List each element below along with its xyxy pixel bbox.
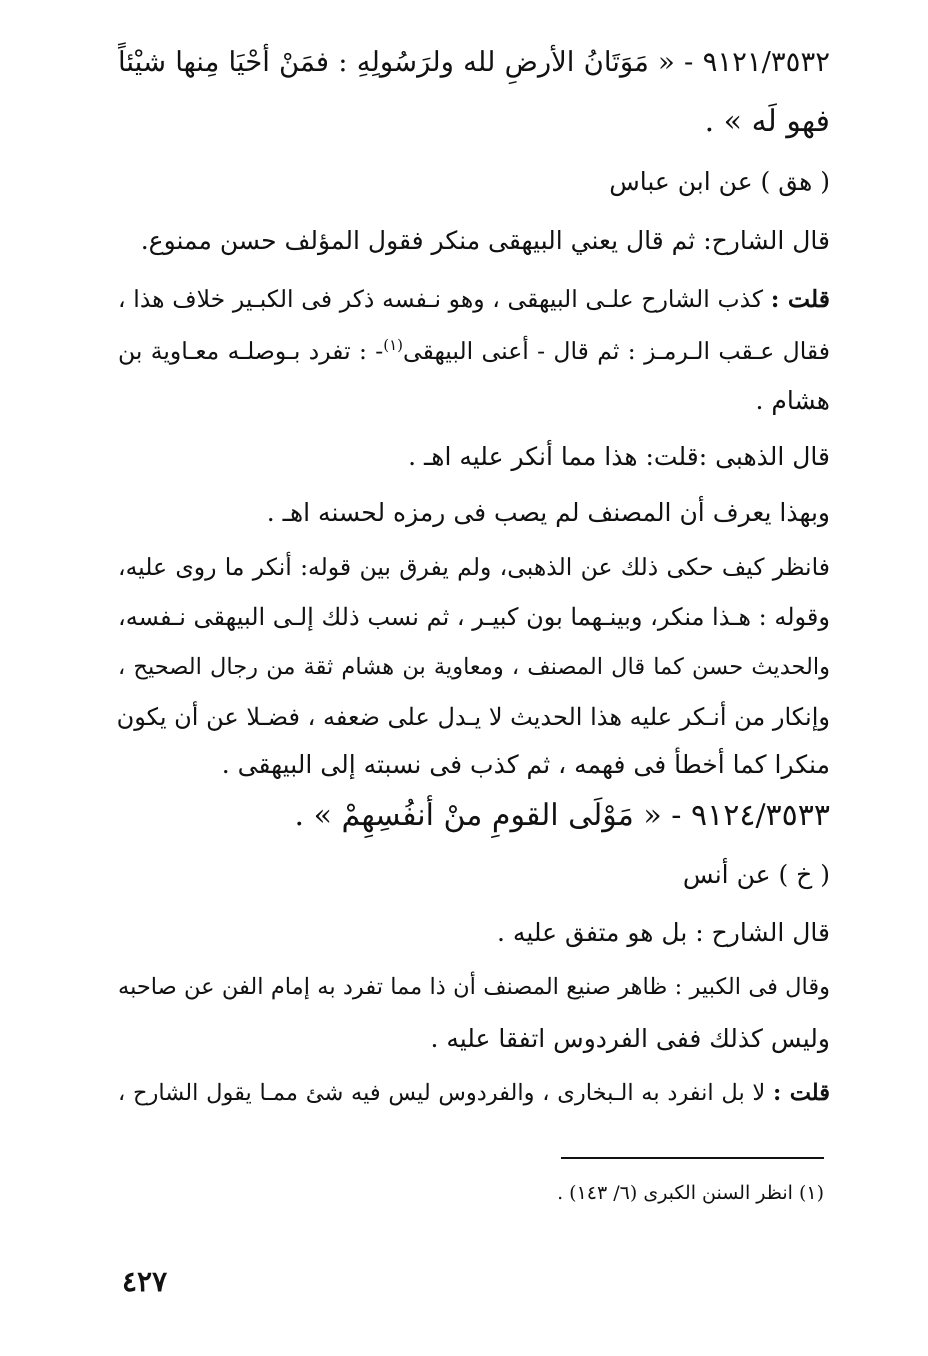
hadith-9121-line-2: فهو لَه » .	[704, 104, 830, 139]
hadith-9121-line-1: ٩١٢١/٣٥٣٢ - « مَوَتَانُ الأرضِ لله ولرَسُولِهِ : فمَنْ أحْيَا مِنها شيْئاً	[118, 46, 830, 78]
kabir-quote-line-1: وقال فى الكبير : ظاهر صنيع المصنف أن ذا مما تفرد به إمام الفن عن صاحبه	[118, 974, 830, 1000]
qult-paragraph-2	[118, 1076, 830, 1110]
footnote-reference: (١)	[383, 336, 403, 355]
refutation-line-1: فانظر كيف حكى ذلك عن الذهبى، ولم يفرق بين قوله: أنكر ما روى عليه،	[118, 553, 830, 581]
footnote-divider	[561, 1157, 824, 1159]
qult-paragraph-1-line-2	[118, 334, 830, 368]
musannif-remark: وبهذا يعرف أن المصنف لم يصب فى رمزه لحسنه اهـ .	[266, 498, 830, 527]
qult-paragraph-2-text: لا بل انفرد به الـبخارى ، والفردوس ليس فيه شئ ممـا يقول الشارح ،	[118, 1080, 766, 1106]
refutation-line-5: منكرا كما أخطأ فى فهمه ، ثم كذب فى نسبته إلى البيهقى .	[221, 750, 830, 779]
qult-paragraph-1-text: كذب الشارح علـى البيهقى ، وهو نـفسه ذكر فى الكبـير خلاف هذا ،	[118, 285, 764, 313]
qult-paragraph-1-line-1	[118, 282, 830, 316]
refutation-line-3: والحديث حسن كما قال المصنف ، ومعاوية بن هشام ثقة من رجال الصحيح ،	[118, 654, 830, 680]
page-number: ٤٢٧	[122, 1265, 168, 1298]
hadith-9121-source: ( هق ) عن ابن عباس	[609, 167, 830, 196]
qult-label-2: قلت :	[773, 1080, 831, 1106]
sharih-quote-1: قال الشارح: ثم قال يعني البيهقى منكر فقول المؤلف حسن ممنوع.	[140, 226, 830, 255]
hadith-9124-source: ( خ ) عن أنس	[682, 860, 830, 889]
dhahabi-quote: قال الذهبى :قلت: هذا مما أنكر عليه اهـ .	[408, 442, 830, 471]
refutation-line-4: وإنكار من أنـكر عليه هذا الحديث لا يـدل على ضعفه ، فضـلا عن أن يكون	[116, 703, 830, 731]
hadith-9124-text: ٩١٢٤/٣٥٣٣ - « مَوْلَى القومِ منْ أنفُسِهِمْ » .	[294, 798, 830, 833]
footnote-text: (١) انظر السنن الكبرى (٦/ ١٤٣) .	[557, 1182, 824, 1204]
qult-paragraph-1-text-b: - : تفرد بـوصلـه معـاوية بن	[118, 337, 384, 365]
sharih-quote-2: قال الشارح : بل هو متفق عليه .	[497, 918, 830, 947]
qult-label: قلت :	[770, 285, 830, 313]
qult-paragraph-1-text-a: فقال عـقب الـرمـز : ثم قال - أعنى البيهقى	[402, 337, 830, 365]
kabir-quote-line-2: وليس كذلك ففى الفردوس اتفقا عليه .	[430, 1024, 830, 1053]
refutation-line-2: وقوله : هـذا منكر، وبينـهما بون كبيـر ، ثم نسب ذلك إلـى البيهقى نـفسه،	[118, 603, 830, 631]
qult-paragraph-1-line-3: هشام .	[755, 386, 830, 415]
